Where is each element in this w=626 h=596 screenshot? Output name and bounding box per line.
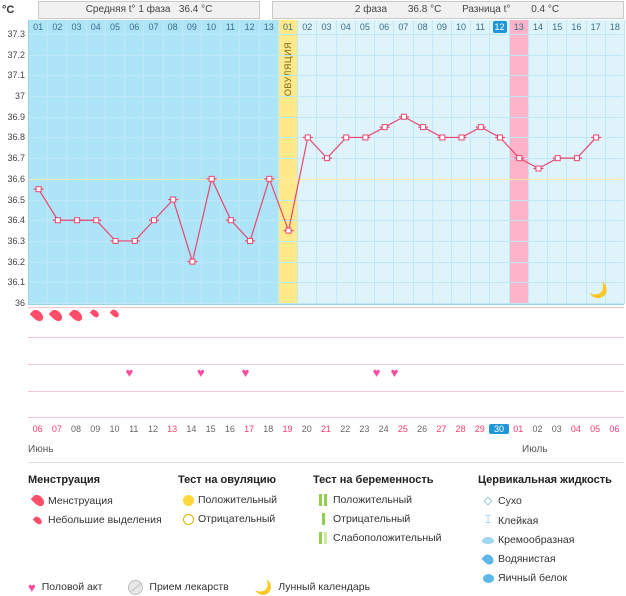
- y-axis: [0, 20, 28, 308]
- date-cell[interactable]: 08: [71, 424, 82, 434]
- month-right-label: Июль: [522, 444, 548, 455]
- y-tick: 36.9: [7, 111, 25, 122]
- legend-label: Небольшие выделения: [48, 514, 162, 526]
- legend-bottom-row: [28, 578, 624, 596]
- phase2-summary: [272, 1, 624, 19]
- legend-pregnancy-title: Тест на беременность: [313, 474, 434, 486]
- day-label: 06: [379, 22, 390, 32]
- day-label: 08: [167, 22, 178, 32]
- legend-item-preg-negative: [313, 513, 478, 525]
- menstruation-row[interactable]: [28, 309, 624, 335]
- phase2-label: 2 фаза: [354, 4, 388, 15]
- legend-cf-title: Цервикальная жидкость: [478, 474, 612, 486]
- small-drop-icon: [92, 309, 98, 318]
- data-point[interactable]: [91, 218, 101, 223]
- data-point[interactable]: [341, 135, 351, 140]
- data-point[interactable]: [187, 259, 197, 264]
- heart-icon: ♥: [196, 365, 205, 380]
- day-label: 03: [321, 22, 332, 32]
- legend-menstruation: [28, 474, 178, 533]
- drop-icon: [52, 309, 61, 322]
- day-label: 13: [263, 22, 274, 32]
- legend-item-spotting: [28, 514, 178, 526]
- legend-label: Половой акт: [41, 581, 103, 593]
- date-cell[interactable]: 07: [51, 424, 62, 434]
- date-cell[interactable]: 03: [551, 424, 562, 434]
- empty-circle-icon: [178, 514, 198, 525]
- data-point[interactable]: [322, 156, 332, 161]
- date-cell[interactable]: 30: [489, 424, 508, 434]
- date-cell[interactable]: 18: [263, 424, 274, 434]
- day-label: 10: [206, 22, 217, 32]
- symptom-cell[interactable]: [47, 309, 66, 325]
- day-label: 12: [244, 22, 255, 32]
- day-label: 18: [609, 22, 620, 32]
- sticky-icon: ⌶: [484, 514, 492, 526]
- day-label: 09: [436, 22, 447, 32]
- date-cell[interactable]: 01: [513, 424, 524, 434]
- data-point[interactable]: [303, 135, 313, 140]
- day-label: 17: [590, 22, 601, 32]
- legend-label: Положительный: [198, 494, 278, 506]
- day-label: 04: [340, 22, 351, 32]
- y-tick: 37.1: [7, 70, 25, 81]
- phase1-value: 36.4 °C: [178, 4, 213, 15]
- day-label: 04: [90, 22, 101, 32]
- legend-label: Менструация: [48, 494, 113, 507]
- day-label: 14: [532, 22, 543, 32]
- legend-label: Положительный: [333, 494, 413, 506]
- heart-icon: ♥: [241, 365, 250, 380]
- data-point[interactable]: [149, 218, 159, 223]
- date-cell[interactable]: 20: [301, 424, 312, 434]
- data-point[interactable]: [130, 238, 140, 243]
- legend-label: Отрицательный: [198, 513, 276, 525]
- heart-icon: ♥: [28, 579, 36, 595]
- legend-label: Слабоположительный: [333, 532, 442, 544]
- y-tick: 36.7: [7, 153, 25, 164]
- ovulation-label: ОВУЛЯЦИЯ: [283, 42, 294, 97]
- day-label: 02: [52, 22, 63, 32]
- data-point[interactable]: [572, 156, 582, 161]
- symptom-rows: [28, 307, 624, 417]
- notes-row[interactable]: [28, 393, 624, 419]
- two-bars-icon: [313, 494, 333, 506]
- day-label: 15: [552, 22, 563, 32]
- symptom-cell[interactable]: [66, 309, 85, 325]
- phase1-label: Средняя t° 1 фаза: [85, 4, 171, 15]
- day-label: 08: [417, 22, 428, 32]
- legend-item-menstruation: [28, 494, 178, 507]
- symptom-cell[interactable]: [105, 309, 124, 321]
- month-row: [28, 444, 624, 460]
- moon-icon: 🌙: [254, 578, 273, 595]
- date-cell[interactable]: 26: [417, 424, 428, 434]
- date-cell[interactable]: 13: [167, 424, 178, 434]
- date-row[interactable]: [28, 424, 624, 442]
- phase1-summary: [38, 1, 260, 19]
- date-cell[interactable]: 12: [147, 424, 158, 434]
- legend-item-ovu-negative: [178, 513, 313, 525]
- date-cell[interactable]: 05: [590, 424, 601, 434]
- date-cell[interactable]: 27: [436, 424, 447, 434]
- y-tick: 36.8: [7, 132, 25, 143]
- phase2-value: 36.8 °C: [407, 4, 442, 15]
- date-cell[interactable]: 17: [244, 424, 255, 434]
- drop-icon: [33, 309, 42, 322]
- faint-bars-icon: [313, 532, 333, 544]
- intercourse-cell[interactable]: [194, 366, 208, 380]
- data-point[interactable]: [245, 238, 255, 243]
- legend-item-medication: [128, 580, 228, 595]
- heart-icon: ♥: [372, 365, 381, 380]
- date-cell[interactable]: 24: [378, 424, 389, 434]
- data-point[interactable]: [264, 176, 274, 181]
- data-point[interactable]: [168, 197, 178, 202]
- legend-pregnancy-test: [313, 474, 478, 551]
- y-tick: 36.5: [7, 194, 25, 205]
- small-drop-icon: [112, 309, 118, 318]
- day-label: 05: [359, 22, 370, 32]
- y-tick: 36.3: [7, 235, 25, 246]
- date-cell[interactable]: 11: [129, 424, 139, 434]
- legend-cervical-fluid: [478, 474, 626, 591]
- heart-icon: ♥: [390, 365, 399, 380]
- diff-value: 0.4 °C: [531, 4, 560, 15]
- legend-item-moon: [255, 579, 370, 596]
- day-label: 13: [513, 22, 524, 32]
- small-drop-icon: [28, 516, 48, 525]
- y-tick: 37.2: [7, 49, 25, 60]
- day-label: 16: [571, 22, 582, 32]
- watery-icon: [478, 554, 498, 565]
- date-cell[interactable]: 23: [359, 424, 370, 434]
- drop-icon: [72, 309, 81, 322]
- y-tick: 36.4: [7, 215, 25, 226]
- date-cell[interactable]: 06: [609, 424, 620, 434]
- data-point[interactable]: [591, 135, 601, 140]
- chart-header: [0, 0, 626, 20]
- legend-label: Водянистая: [498, 553, 556, 565]
- temperature-unit-label: °C: [2, 4, 15, 16]
- intercourse-row[interactable]: [28, 366, 624, 392]
- date-cell[interactable]: 28: [455, 424, 466, 434]
- temperature-series: [29, 20, 625, 305]
- date-cell[interactable]: 16: [224, 424, 235, 434]
- date-cell[interactable]: 22: [340, 424, 351, 434]
- day-label: 11: [475, 22, 485, 32]
- intercourse-cell[interactable]: [122, 366, 136, 380]
- cervical-fluid-row[interactable]: [28, 339, 624, 365]
- y-tick: 37: [14, 91, 25, 102]
- legend-label: Сухо: [498, 494, 522, 507]
- day-label: 01: [283, 22, 294, 32]
- y-tick: 36.2: [7, 256, 25, 267]
- data-point[interactable]: [226, 218, 236, 223]
- legend-item-intercourse: [28, 581, 102, 594]
- data-point[interactable]: [34, 187, 44, 192]
- legend-label: Отрицательный: [333, 513, 411, 525]
- intercourse-cell[interactable]: [239, 366, 253, 380]
- legend-item-ovu-positive: [178, 494, 313, 506]
- legend-item-cf-watery: [478, 553, 626, 565]
- day-label: 07: [148, 22, 159, 32]
- date-cell[interactable]: 02: [532, 424, 543, 434]
- temperature-chart[interactable]: [28, 20, 624, 305]
- date-cell[interactable]: 04: [570, 424, 581, 434]
- day-label: 10: [456, 22, 467, 32]
- intercourse-cell[interactable]: [388, 366, 402, 380]
- legend-label: Прием лекарств: [149, 581, 229, 593]
- diff-label: Разница t°: [462, 4, 511, 15]
- y-tick: 36.6: [7, 173, 25, 184]
- legend-divider: [28, 462, 624, 463]
- pill-icon: [128, 580, 143, 595]
- day-label: 11: [225, 22, 236, 32]
- legend-item-cf-creamy: [478, 534, 626, 546]
- legend-label: Кремообразная: [498, 534, 575, 546]
- legend-item-preg-faint: [313, 532, 478, 544]
- legend-label: Клейкая: [498, 514, 539, 527]
- symptom-cell[interactable]: [28, 309, 47, 325]
- y-tick: 36.1: [7, 277, 25, 288]
- day-label: 03: [71, 22, 82, 32]
- date-cell[interactable]: 09: [90, 424, 101, 434]
- data-point[interactable]: [72, 218, 82, 223]
- legend-ovulation-test: [178, 474, 313, 532]
- month-left-label: Июнь: [28, 444, 54, 455]
- y-tick: 37.3: [7, 29, 25, 39]
- date-cell[interactable]: 10: [109, 424, 120, 434]
- day-label: 01: [33, 22, 44, 32]
- selected-day-badge[interactable]: 12: [494, 22, 505, 32]
- day-label: 05: [109, 22, 120, 32]
- day-label: 06: [129, 22, 140, 32]
- heart-icon: ♥: [125, 365, 134, 380]
- filled-circle-icon: [178, 495, 198, 506]
- legend-item-cf-dry: [478, 494, 626, 507]
- date-cell[interactable]: 29: [474, 424, 485, 434]
- moon-icon: 🌙: [589, 282, 608, 299]
- legend-label: Лунный календарь: [278, 581, 371, 593]
- one-bar-icon: [313, 513, 333, 525]
- date-cell[interactable]: 19: [282, 424, 293, 434]
- legend-ovulation-title: Тест на овуляцию: [178, 474, 277, 486]
- date-cell[interactable]: 21: [320, 424, 331, 434]
- data-point[interactable]: [207, 176, 217, 181]
- drop-icon: [28, 494, 48, 507]
- date-cell[interactable]: 25: [397, 424, 408, 434]
- date-cell[interactable]: 14: [186, 424, 197, 434]
- creamy-icon: [478, 537, 498, 544]
- dry-icon: ◇: [483, 495, 493, 507]
- legend-item-cf-sticky: [478, 514, 626, 527]
- day-label: 02: [302, 22, 313, 32]
- legend-item-preg-positive: [313, 494, 478, 506]
- data-point[interactable]: [284, 228, 294, 233]
- y-tick: 36: [14, 298, 25, 308]
- intercourse-cell[interactable]: [370, 366, 384, 380]
- data-point[interactable]: [111, 238, 121, 243]
- legend-menstruation-title: Менструация: [28, 474, 101, 486]
- day-label: 09: [186, 22, 197, 32]
- date-cell[interactable]: 15: [205, 424, 216, 434]
- data-point[interactable]: [53, 218, 63, 223]
- date-cell[interactable]: 06: [32, 424, 43, 434]
- legend-label: Яичный белок: [498, 572, 568, 584]
- symptom-cell[interactable]: [86, 309, 105, 321]
- day-label: 07: [398, 22, 409, 32]
- legend: [28, 474, 624, 594]
